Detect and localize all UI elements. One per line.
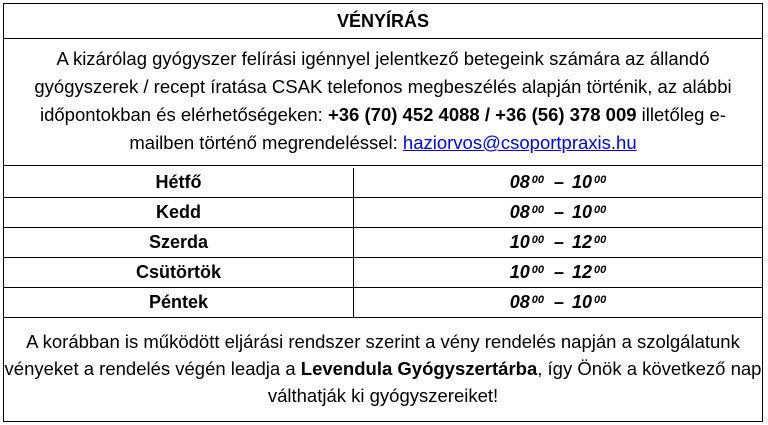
day-cell: Csütörtök	[4, 258, 354, 287]
footer-paragraph	[4, 318, 762, 409]
day-cell: Péntek	[4, 288, 354, 317]
time-cell: 08 $^{00}$ – 10 $^{00}$	[509, 202, 607, 222]
day-cell: Kedd	[4, 198, 354, 227]
footer-text: A korábban is működött eljárási rendszer szerint a vény rendelés napján a szolgálatunk vényeket a rendelés végén leadja a	[4, 331, 740, 379]
table-row	[4, 257, 762, 287]
footer-text-2: , így Önök a következő nap válthatják ki gyógyszereiket!	[267, 358, 762, 406]
pharmacy-name: Levendula Gyógyszertárba	[300, 358, 538, 379]
intro-paragraph	[4, 39, 762, 166]
intro-text: A kizárólag gyógyszer felírási igénnyel jelentkező betegeink számára az állandó gyógyszerek / recept íratása CSAK telefonos megbeszélés alapján történik, az alábbi időpontokban és elérhetőségeken:	[34, 48, 732, 125]
email-link[interactable]: haziorvos@csoportpraxis.hu	[402, 132, 637, 153]
day-cell: Hétfő	[4, 168, 354, 197]
day-cell: Szerda	[4, 228, 354, 257]
time-cell: 10 $^{00}$ – 12 $^{00}$	[509, 262, 607, 282]
time-cell: 08 $^{00}$ – 10 $^{00}$	[509, 172, 607, 192]
notice-box	[3, 3, 763, 422]
table-row	[4, 168, 762, 197]
table-row	[4, 287, 762, 317]
notice-title: VÉNYÍRÁS	[4, 4, 762, 39]
table-row	[4, 227, 762, 257]
phone-numbers: +36 (70) 452 4088 / +36 (56) 378 009	[327, 104, 637, 125]
time-cell: 10 $^{00}$ – 12 $^{00}$	[509, 232, 607, 252]
schedule-table	[4, 166, 762, 318]
time-cell: 08 $^{00}$ – 10 $^{00}$	[509, 292, 607, 312]
intro-text-2: illetőleg e-mailben történő megrendeléssel:	[129, 104, 727, 153]
table-row	[4, 197, 762, 227]
